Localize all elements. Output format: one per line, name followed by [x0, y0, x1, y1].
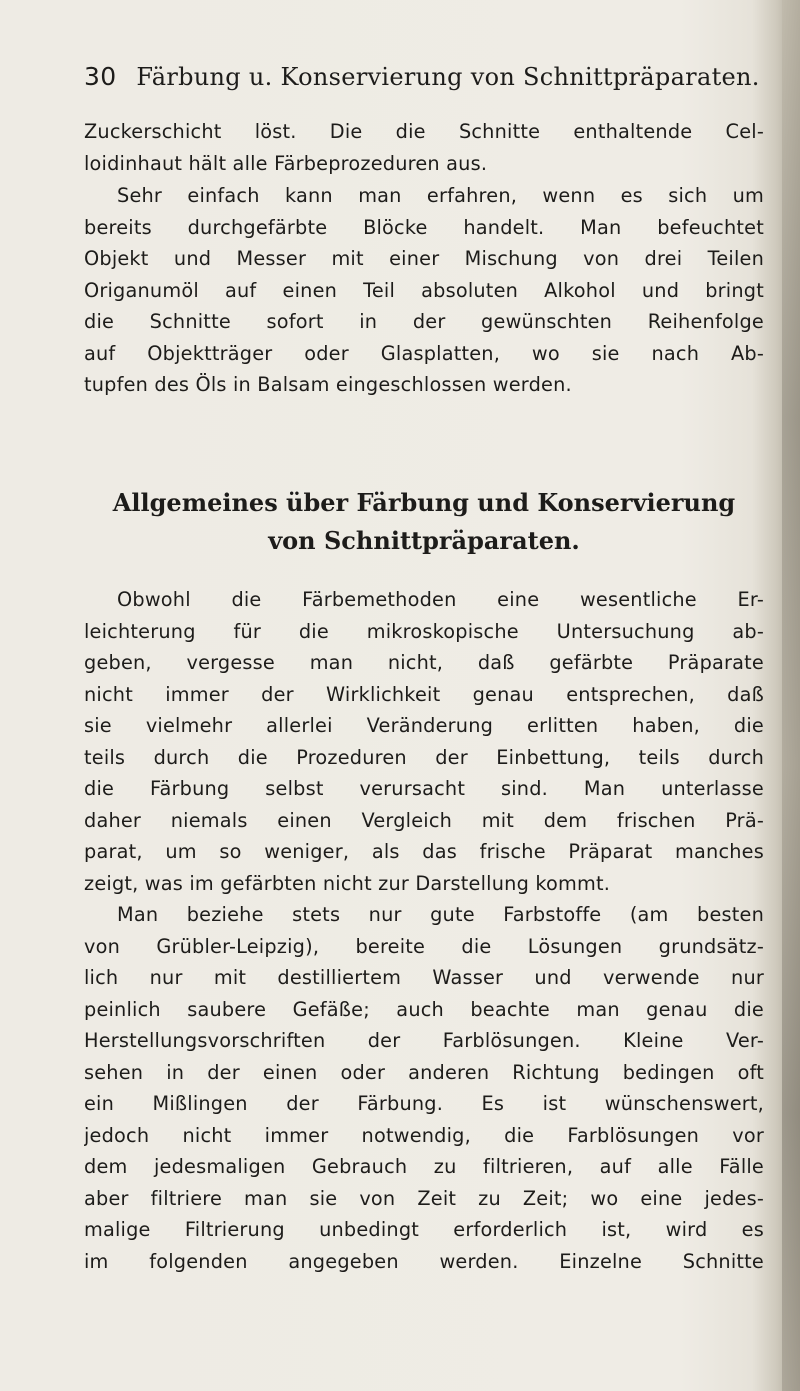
text-line: die Färbung selbst verursacht sind. Man unterlasse [84, 777, 764, 800]
text-line: Objekt und Messer mit einer Mischung von drei Teilen [84, 247, 764, 270]
text-line: sie vielmehr allerlei Veränderung erlitten haben, die [84, 714, 764, 737]
page-edge-shadow [782, 0, 800, 1391]
text-line: ein Mißlingen der Färbung. Es ist wünschenswert, [84, 1092, 764, 1115]
text-line: nicht immer der Wirklichkeit genau entsprechen, daß [84, 682, 764, 706]
text-line: geben, vergesse man nicht, daß gefärbte Präparate [84, 651, 764, 674]
paragraph-1 [84, 116, 764, 179]
text-line: zeigt, was im gefärbten nicht zur Darstellung kommt. [84, 871, 611, 895]
text-line: Origanumöl auf einen Teil absoluten Alkohol und bringt [84, 278, 764, 302]
page-number: 30 [84, 62, 117, 91]
text-line: jedoch nicht immer notwendig, die Farblösungen vor [84, 1123, 764, 1147]
running-title: Färbung u. Konservierung von Schnittpräparaten. [136, 63, 760, 91]
text-line: malige Filtrierung unbedingt erforderlich ist, wird es [84, 1218, 764, 1241]
running-header [84, 55, 764, 99]
text-line: auf Objektträger oder Glasplatten, wo sie nach Ab- [84, 341, 764, 365]
text-line: Zuckerschicht löst. Die die Schnitte enthaltende Cel- [84, 120, 764, 143]
text-line: bereits durchgefärbte Blöcke handelt. Man befeuchtet [84, 215, 764, 239]
text-line: leichterung für die mikroskopische Untersuchung ab- [84, 619, 764, 643]
text-line: im folgenden angegeben werden. Einzelne Schnitte [84, 1249, 764, 1273]
paragraph-4 [84, 899, 764, 1277]
text-line: teils durch die Prozeduren der Einbettung, teils durch [84, 745, 764, 769]
text-line: von Grübler-Leipzig), bereite die Lösungen grundsätz- [84, 934, 764, 958]
text-line: sehen in der einen oder anderen Richtung bedingen oft [84, 1060, 764, 1084]
text-line: peinlich saubere Gefäße; auch beachte man genau die [84, 997, 764, 1021]
heading-line: von Schnittpräparaten. [268, 526, 580, 555]
text-line: Man beziehe stets nur gute Farbstoffe (am besten [117, 903, 764, 926]
text-line: lich nur mit destilliertem Wasser und verwende nur [84, 966, 764, 989]
paragraph-3 [84, 584, 764, 899]
text-line: Obwohl die Färbemethoden eine wesentliche Er- [117, 588, 764, 611]
text-line: Herstellungsvorschriften der Farblösungen. Kleine Ver- [84, 1029, 764, 1052]
paragraph-2 [84, 180, 764, 401]
text-line: die Schnitte sofort in der gewünschten Reihenfolge [84, 310, 764, 333]
text-line: dem jedesmaligen Gebrauch zu filtrieren, auf alle Fälle [84, 1155, 764, 1178]
heading-line: Allgemeines über Färbung und Konservierung [112, 488, 736, 517]
text-line: aber filtriere man sie von Zeit zu Zeit; wo eine jedes- [84, 1186, 764, 1210]
text-line: parat, um so weniger, als das frische Präparat manches [84, 840, 764, 863]
text-line: Sehr einfach kann man erfahren, wenn es sich um [117, 184, 764, 207]
text-line: tupfen des Öls in Balsam eingeschlossen werden. [84, 373, 572, 396]
text-line: loidinhaut hält alle Färbeprozeduren aus. [84, 151, 488, 175]
text-line: daher niemals einen Vergleich mit dem frischen Prä- [84, 808, 764, 832]
section-heading [84, 484, 764, 560]
